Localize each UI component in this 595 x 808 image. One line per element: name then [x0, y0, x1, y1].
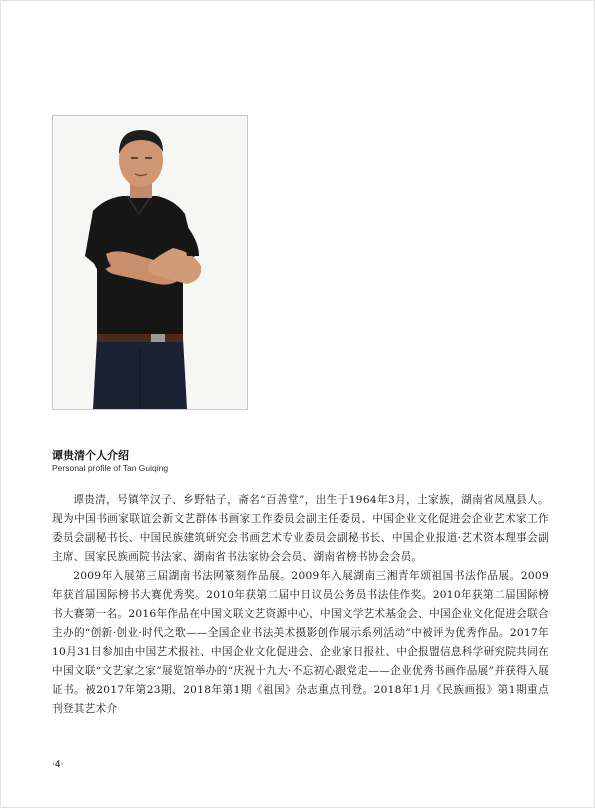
- profile-body: [52, 491, 549, 719]
- profile-paragraph: 2009年入展第三届湖南书法网篆刻作品展。2009年入展湖南三湘青年颂祖国书法作品展。2009年获首届国际榜书大赛优秀奖。2010年获第二届中日议员公务员书法佳作奖。2010年获第二届国际榜书大赛第一名。2016年作品在中国文联文艺资源中心、中国文学艺术基金会、中国企业文化促进会联合主办的“创新·创业·时代之歌——全国企业书法美术摄影创作展示系列活动”中被评为优秀作品。2017年10月31日参加由中国艺术报社、中国企业文化促进会、企业家日报社、中企报盟信息科学研究院共同在中国文联“文艺家之家”展览馆举办的“庆祝十九大·不忘初心跟党走——企业优秀书画作品展”并获得入展证书。被2017年第23期、2018年第1期《祖国》杂志重点刊登。2018年1月《民族画报》第1期重点刊登其艺术介: [52, 570, 549, 715]
- profile-paragraph: 谭贵清，号镇竿汉子、乡野牯子，斋名“百善堂”，出生于1964年3月，土家族，湖南省凤凰县人。现为中国书画家联谊会新文艺群体书画家工作委员会副主任委员、中国企业文化促进会企业艺术家工作委员会副秘书长、中国民族建筑研究会书画艺术专业委员会副秘书长、中国企业报道·艺术资本理事会副主席、国家民族画院书法家、湖南省书法家协会会员、湖南省榜书协会会员。: [52, 494, 549, 563]
- page-number: ·4·: [52, 760, 64, 770]
- portrait-photo: [52, 115, 248, 410]
- profile-subtitle: Personal profile of Tan Guiqing: [52, 463, 169, 473]
- profile-title: 谭贵清个人介绍: [52, 449, 129, 462]
